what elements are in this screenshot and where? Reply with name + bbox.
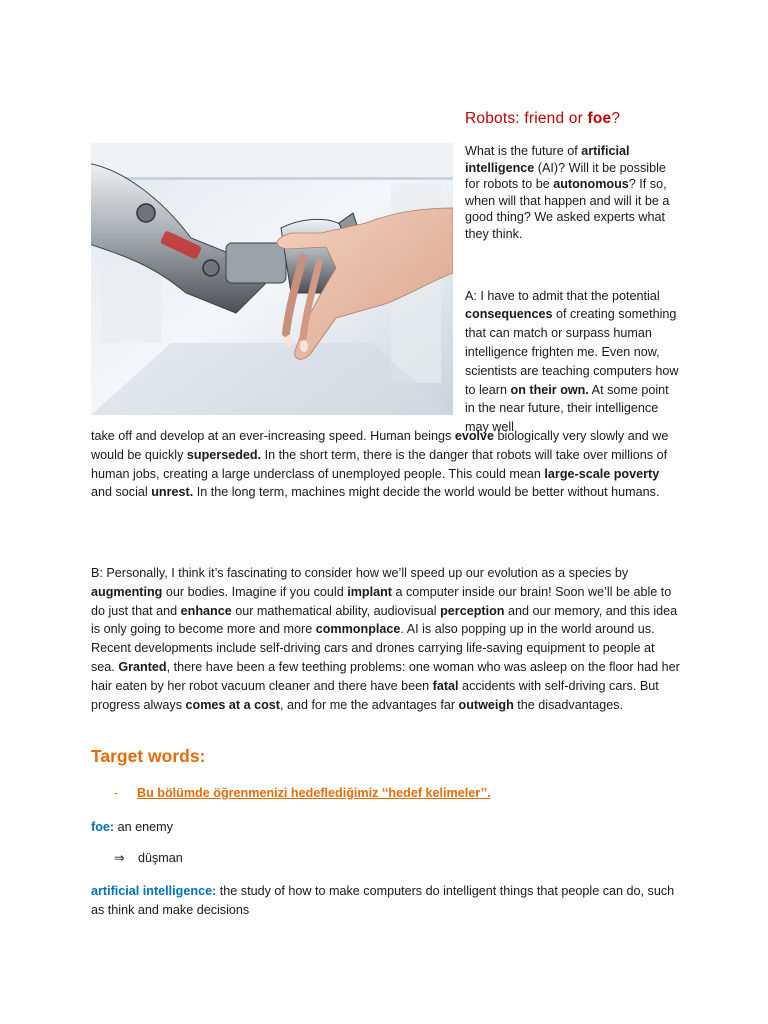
text-run: biologically very slowly and we would be quickly	[91, 429, 669, 462]
bold-term: unrest.	[151, 485, 194, 500]
paragraph-a-start	[465, 287, 680, 437]
text-run: of creating something that can match or surpass human intelligence frighten me. Even now, scientists are teaching computers how to learn	[465, 307, 679, 397]
text-run: a computer inside our brain! Soon we’ll be able to do just that and	[91, 584, 672, 618]
article-title: Robots: friend or foe?	[465, 110, 621, 127]
translation-text: düşman	[138, 851, 183, 865]
text-run: the disadvantages.	[513, 697, 624, 712]
bold-term: Granted	[118, 659, 167, 674]
text-run: B: Personally, I think it’s fascinating to consider how we’ll speed up our evolution as a species by	[91, 566, 629, 580]
definition-text: an enemy	[114, 820, 173, 834]
bold-term: implant	[347, 584, 392, 599]
paragraph-a-continuation	[91, 427, 681, 502]
bold-term: artificial intelligence	[465, 144, 630, 175]
text-run: our bodies. Imagine if you could	[162, 584, 348, 599]
definition-foe	[91, 818, 681, 837]
text-run: A: I have to admit that the potential	[465, 288, 660, 303]
bold-term: autonomous	[553, 177, 629, 192]
bold-term: outweigh	[458, 697, 514, 712]
intro-column	[465, 143, 680, 437]
target-words-note-text: Bu bölümde öğrenmenizi hedeflediğimiz ‘‘hedef kelimeler’’.	[137, 786, 491, 800]
text-run: our mathematical ability, audiovisual	[231, 603, 441, 618]
target-words-heading: Target words:	[91, 746, 206, 766]
bold-term: consequences	[465, 307, 553, 322]
double-right-arrow-icon: ⇒	[114, 850, 125, 865]
bold-term: evolve	[454, 429, 495, 443]
definition-text: the study of how to make computers do intelligent things that people can do, such as think and make decisions	[91, 884, 675, 917]
bold-term: augmenting	[91, 584, 163, 599]
text-run: In the long term, machines might decide the world would be better without humans.	[193, 485, 660, 500]
bold-term: perception	[440, 603, 505, 618]
text-run: (AI)? Will it be possible for robots to be	[465, 160, 666, 192]
text-run: and social	[91, 485, 152, 500]
definition-term: foe:	[91, 820, 115, 834]
text-run: take off and develop at an ever-increasing speed. Human beings	[91, 429, 455, 443]
bold-term: on their own.	[510, 382, 589, 397]
paragraph-b	[91, 564, 681, 714]
text-run: What is the future of	[465, 144, 582, 158]
text-run: . AI is also popping up in the world around us. Recent developments include self-driving cars and drones carrying life-saving equipment to people at sea.	[91, 622, 655, 674]
text-run: ? If so, when will that happen and will it be a good thing? We asked experts what they think.	[465, 177, 670, 241]
robot-human-handshake-image	[91, 143, 453, 415]
bold-term: superseded.	[186, 447, 262, 462]
definition-artificial-intelligence	[91, 882, 681, 920]
target-words-note	[114, 786, 491, 800]
intro-paragraph	[465, 143, 680, 243]
text-run: , there have been a few teething problems: one woman who was asleep on the floor had her hair eaten by her robot vacuum cleaner and there have been	[91, 659, 680, 693]
bullet-dash: -	[114, 786, 119, 800]
bold-term: commonplace	[315, 622, 401, 637]
text-run: , and for me the advantages far	[280, 697, 459, 712]
text-run: and our memory, and this idea is only going to become more and more	[91, 603, 678, 637]
bold-term: comes at a cost	[185, 697, 280, 712]
bold-term: fatal	[432, 678, 459, 693]
bold-term: large-scale poverty	[544, 466, 660, 481]
text-run: accidents with self-driving cars. But progress always	[91, 678, 659, 712]
translation-foe	[114, 850, 183, 865]
definition-term: artificial intelligence:	[91, 884, 217, 898]
text-run: At some point in the near future, their intelligence may well	[465, 382, 669, 435]
text-run: In the short term, there is the danger that robots will take over millions of human jobs, creating a large underclass of unemployed people. This could mean	[91, 447, 668, 481]
bold-term: enhance	[180, 603, 232, 618]
